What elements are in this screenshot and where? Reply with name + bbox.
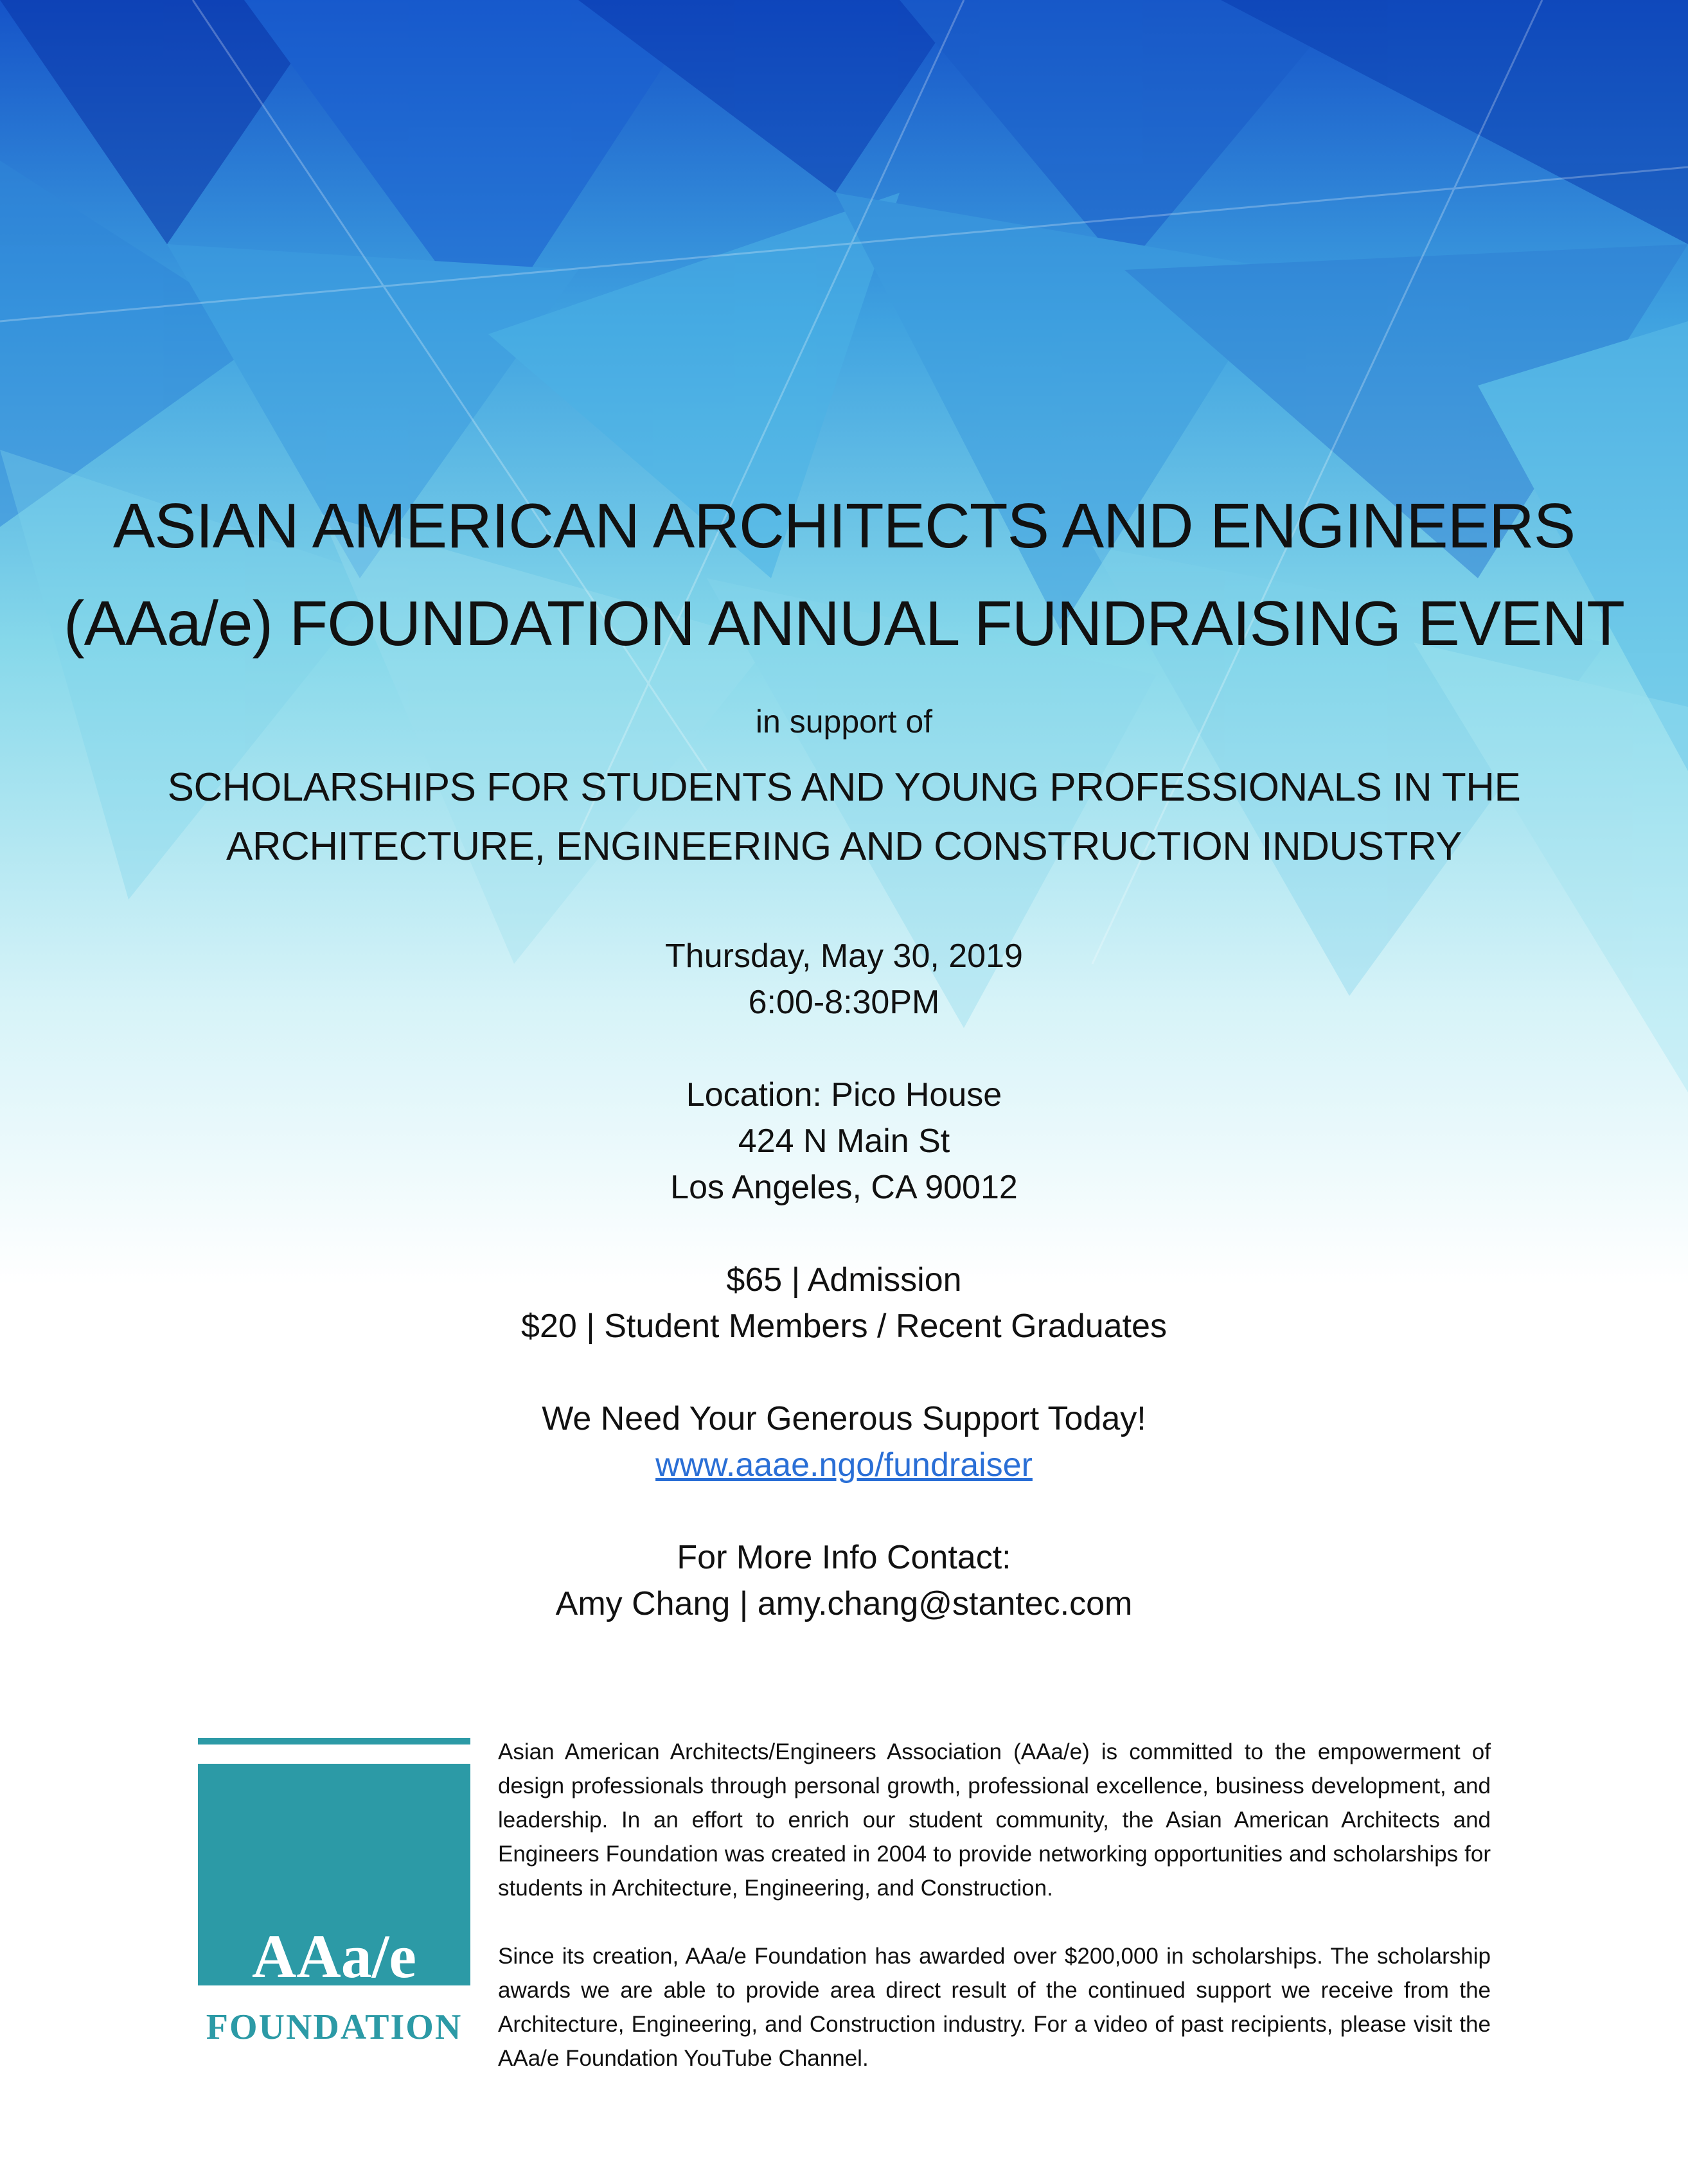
fundraiser-link[interactable]: www.aaae.ngo/fundraiser <box>655 1446 1033 1484</box>
contact-info: Amy Chang | amy.chang@stantec.com <box>555 1585 1133 1622</box>
event-title-line-1: ASIAN AMERICAN ARCHITECTS AND ENGINEERS <box>112 490 1576 561</box>
logo-box <box>198 1764 470 1991</box>
call-to-action: We Need Your Generous Support Today! <box>542 1400 1146 1437</box>
logo-mark: AAa/e <box>252 1922 416 1991</box>
event-details <box>0 933 1688 1627</box>
price-admission: $65 | Admission <box>726 1261 962 1299</box>
event-title <box>0 477 1688 672</box>
price-student: $20 | Student Members / Recent Graduates <box>521 1308 1167 1345</box>
event-title-line-2: (AAa/e) FOUNDATION ANNUAL FUNDRAISING EVENT <box>63 588 1625 659</box>
support-heading-line-1: SCHOLARSHIPS FOR STUDENTS AND YOUNG PROFESSIONALS IN THE <box>167 765 1521 810</box>
logo-top-rule <box>198 1738 470 1745</box>
support-heading <box>0 758 1688 876</box>
event-time: 6:00-8:30PM <box>748 984 940 1021</box>
about-paragraph-2: Since its creation, AAa/e Foundation has awarded over $200,000 in scholarships. The scholarship awards we are able to provide area direct result of the continued support we receive from the Architecture, Engineering, and Construction industry. For a video of past recipients, please visit the AAa/e Foundation YouTube Channel. <box>498 1944 1491 2071</box>
support-heading-line-2: ARCHITECTURE, ENGINEERING AND CONSTRUCTION INDUSTRY <box>226 824 1462 869</box>
support-intro: in support of <box>755 704 933 740</box>
foundation-logo <box>198 1738 470 2066</box>
about-section <box>498 1735 1491 2109</box>
event-address-line-1: 424 N Main St <box>738 1123 950 1160</box>
event-location: Location: Pico House <box>686 1076 1002 1114</box>
about-paragraph-1: Asian American Architects/Engineers Association (AAa/e) is committed to the empowerment of design professionals through personal growth, professional excellence, business development, and leadership. In an effort to enrich our student community, the Asian American Architects and Engineers Foundation was created in 2004 to provide networking opportunities and scholarships for students in Architecture, Engineering, and Construction. <box>498 1739 1491 1901</box>
contact-label: For More Info Contact: <box>677 1539 1011 1576</box>
event-date: Thursday, May 30, 2019 <box>665 937 1023 975</box>
event-address-line-2: Los Angeles, CA 90012 <box>670 1169 1018 1206</box>
logo-subtitle: FOUNDATION <box>206 2007 463 2047</box>
